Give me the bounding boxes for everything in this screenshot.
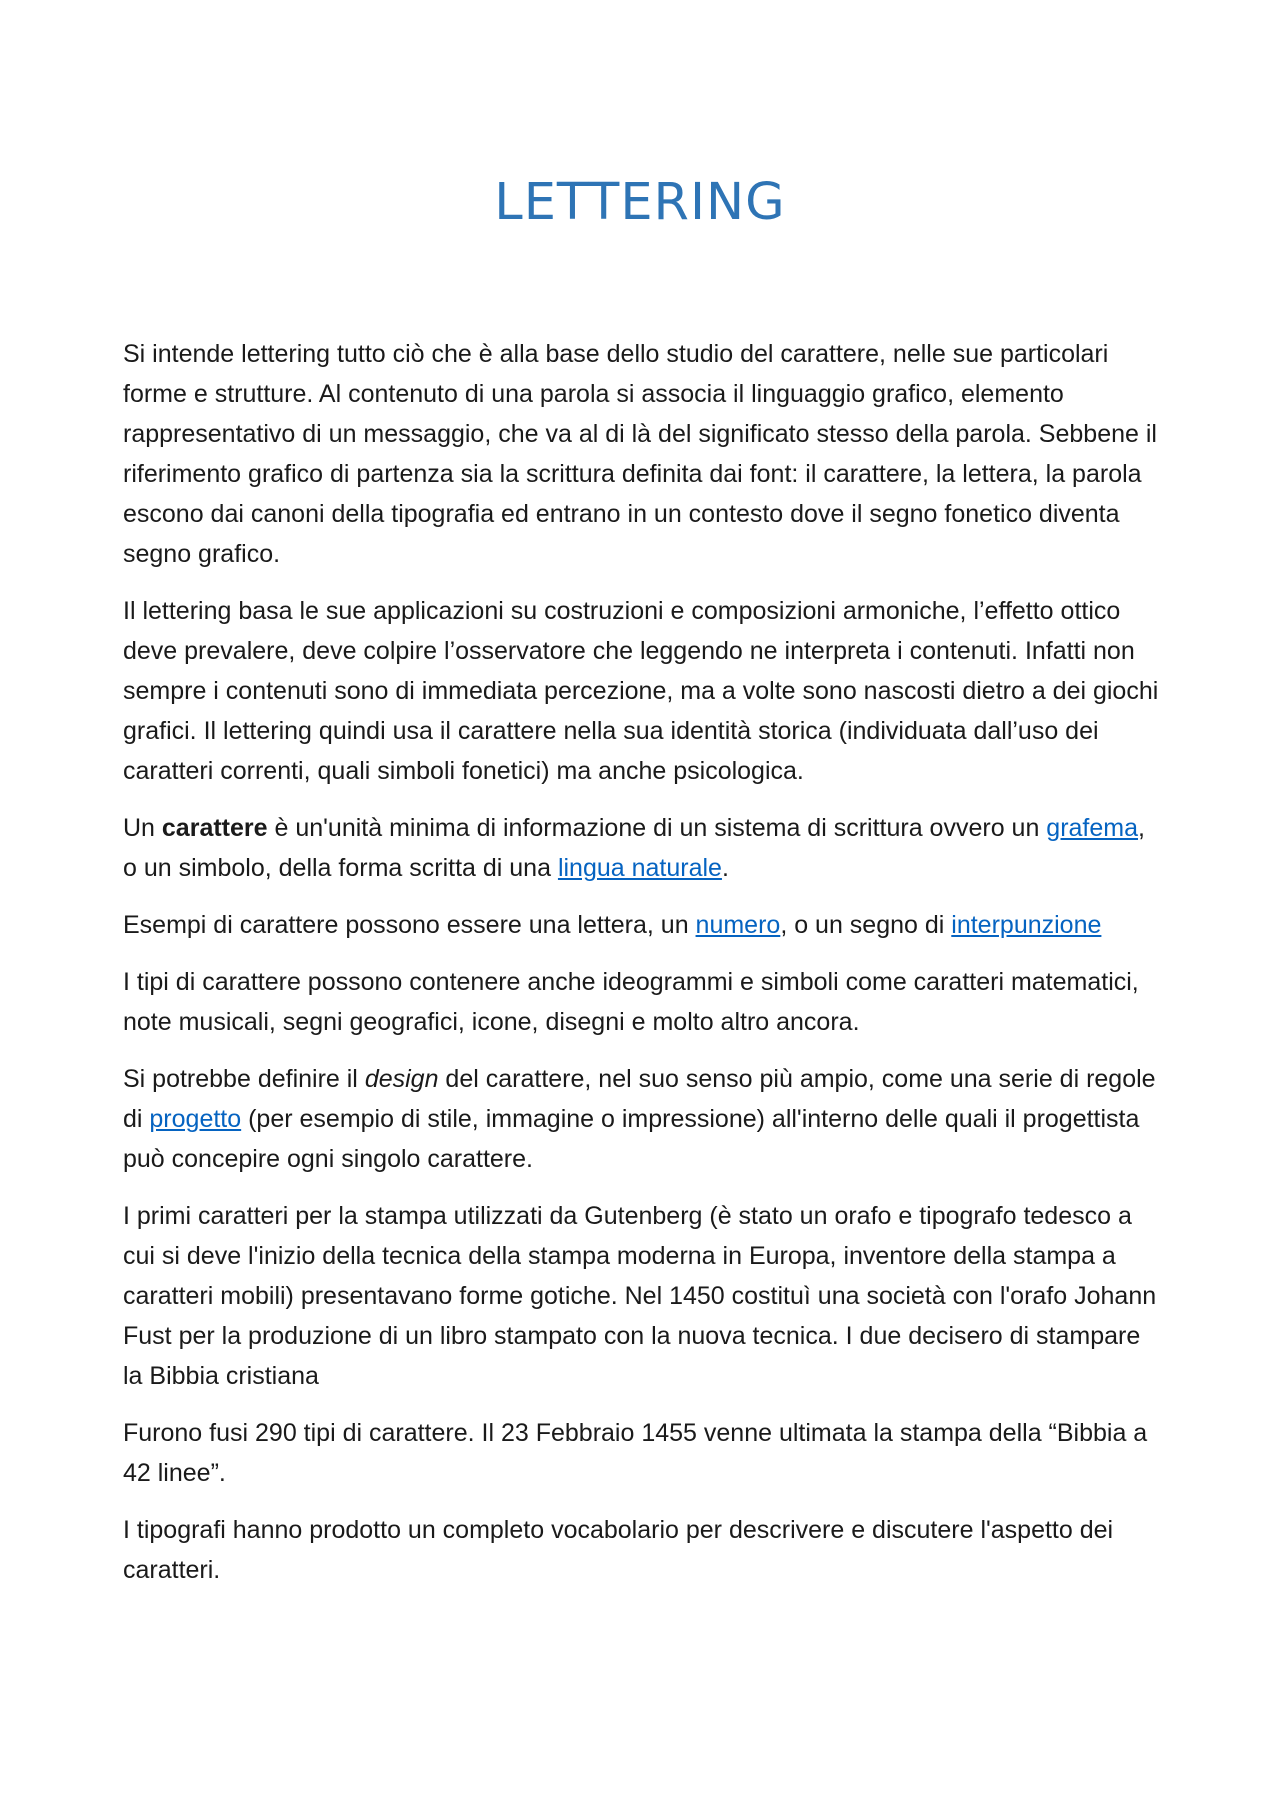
text-segment: è un'unità minima di informazione di un sistema di scrittura ovvero un: [267, 814, 1047, 842]
text-segment: Un: [123, 814, 162, 842]
paragraph-types: I tipi di carattere possono contenere anche ideogrammi e simboli come caratteri matematici, note musicali, segni geografici, icone, disegni e molto altro ancora.: [123, 968, 1139, 1036]
link-lingua-naturale[interactable]: lingua naturale: [557, 854, 722, 882]
text-segment: del carattere, nel suo senso più ampio, come una serie di regole di: [123, 1065, 1156, 1133]
text-segment: Si potrebbe definire il: [123, 1065, 365, 1093]
paragraph-vocabolario: I tipografi hanno prodotto un completo vocabolario per descrivere e discutere l'aspetto dei caratteri.: [123, 1516, 1114, 1584]
text-segment: Esempi di carattere possono essere una lettera, un: [123, 911, 696, 939]
link-interpunzione[interactable]: interpunzione: [951, 911, 1102, 939]
paragraph-design: [123, 1059, 1163, 1179]
paragraph-gutenberg: I primi caratteri per la stampa utilizzati da Gutenberg (è stato un orafo e tipografo tedesco a cui si deve l'inizio della tecnica della stampa moderna in Europa, inventore della stampa a caratteri mobili) presentavano forme gotiche. Nel 1450 costituì una società con l'orafo Johann Fust per la produzione di un libro stampato con la nuova tecnica. I due decisero di stampare la Bibbia cristiana: [123, 1202, 1157, 1390]
page-title: LETTERING: [494, 173, 786, 232]
text-segment: .: [721, 854, 729, 882]
link-grafema[interactable]: grafema: [1046, 814, 1139, 842]
italic-term: design: [364, 1065, 439, 1093]
text-segment: , o un simbolo, della forma scritta di una: [123, 814, 1145, 882]
paragraph-carattere-definition: [123, 808, 1163, 888]
document-body: [123, 334, 1163, 1607]
bold-term: carattere: [161, 814, 268, 842]
link-progetto[interactable]: progetto: [149, 1105, 242, 1133]
link-numero[interactable]: numero: [695, 911, 781, 939]
paragraph-examples: [123, 905, 1163, 945]
paragraph-applications: Il lettering basa le sue applicazioni su costruzioni e composizioni armoniche, l’effetto ottico deve prevalere, deve colpire l’osservatore che leggendo ne interpreta i contenuti. Infatti non sempre i contenuti sono di immediata percezione, ma a volte sono nascosti dietro a dei giochi grafici. Il lettering quindi usa il carattere nella sua identità storica (individuata dall’uso dei caratteri correnti, quali simboli fonetici) ma anche psicologica.: [123, 597, 1159, 785]
paragraph-intro: Si intende lettering tutto ciò che è alla base dello studio del carattere, nelle sue particolari forme e strutture. Al contenuto di una parola si associa il linguaggio grafico, elemento rappresentativo di un messaggio, che va al di là del significato stesso della parola. Sebbene il riferimento grafico di partenza sia la scrittura definita dai font: il carattere, la lettera, la parola escono dai canoni della tipografia ed entrano in un contesto dove il segno fonetico diventa segno grafico.: [123, 340, 1157, 568]
text-segment: (per esempio di stile, immagine o impressione) all'interno delle quali il progettista può concepire ogni singolo carattere.: [123, 1105, 1140, 1173]
text-segment: , o un segno di: [780, 911, 952, 939]
paragraph-bibbia: Furono fusi 290 tipi di carattere. Il 23 Febbraio 1455 venne ultimata la stampa della “Bibbia a 42 linee”.: [123, 1419, 1148, 1487]
